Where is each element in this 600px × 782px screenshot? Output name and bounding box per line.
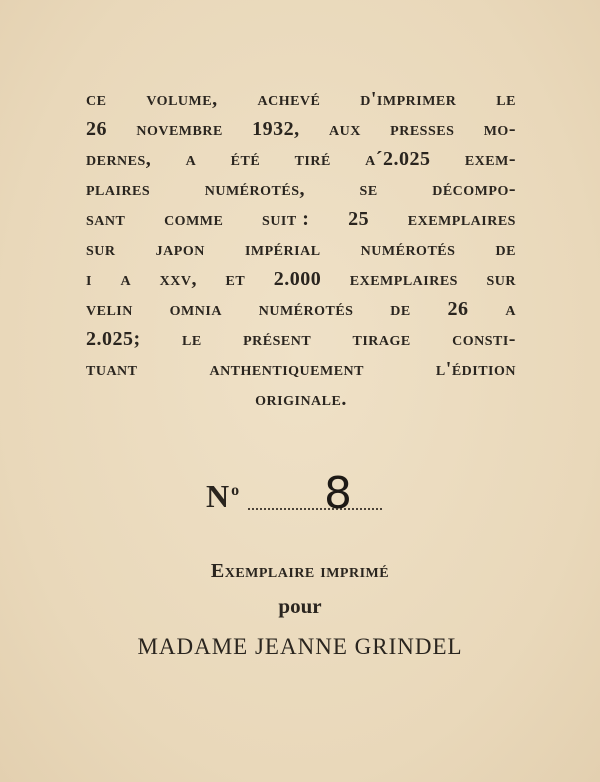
colophon-word: 26: [447, 298, 469, 320]
colophon-word: tuant: [86, 358, 138, 380]
colophon-line: [86, 264, 516, 294]
colophon-word: omnia: [169, 298, 222, 320]
colophon-line: [86, 354, 516, 384]
colophon-word: originale.: [255, 388, 347, 410]
colophon-word: 25: [348, 208, 370, 230]
colophon-word: numérotés,: [204, 178, 305, 200]
colophon-line: [86, 174, 516, 204]
colophon-word: velin: [86, 298, 133, 320]
colophon-word: se: [359, 178, 378, 200]
colophon-word: plaires: [86, 178, 151, 200]
colophon-word: mo-: [483, 118, 516, 140]
colophon-word: impérial: [244, 238, 321, 260]
colophon-word: tirage: [352, 328, 411, 350]
colophon-word: comme: [164, 208, 224, 230]
colophon-line: [86, 384, 516, 414]
colophon-word: été: [230, 148, 261, 170]
number-label: [206, 478, 239, 515]
colophon-word: le: [182, 328, 202, 350]
colophon-word: 1932,: [252, 118, 300, 140]
colophon-word: a: [120, 268, 132, 290]
colophon-line: [86, 324, 516, 354]
colophon-word: tiré: [294, 148, 331, 170]
colophon-word: le: [496, 88, 516, 110]
number-label-sup: o: [231, 482, 240, 499]
colophon-word: numérotés: [258, 298, 354, 320]
colophon-word: présent: [243, 328, 312, 350]
printed-for-label: Exemplaire imprimé: [210, 560, 390, 582]
colophon-word: de: [495, 238, 516, 260]
colophon-word: presses: [390, 118, 455, 140]
colophon-word: a: [505, 298, 516, 320]
colophon-word: ce: [86, 88, 107, 110]
colophon-word: et: [225, 268, 246, 290]
colophon-line: [86, 114, 516, 144]
colophon-word: l'édition: [435, 358, 516, 380]
colophon-word: anthentiquement: [209, 358, 364, 380]
colophon-line: [86, 294, 516, 324]
dotted-leader: [248, 508, 382, 510]
colophon-word: exemplaires: [407, 208, 516, 230]
colophon-word: sant: [86, 208, 126, 230]
colophon-word: sur: [86, 238, 116, 260]
colophon-word: sur: [486, 268, 516, 290]
colophon-line: [86, 144, 516, 174]
colophon-word: 26: [86, 118, 107, 140]
copy-number: [206, 468, 386, 522]
colophon-word: achevé: [257, 88, 321, 110]
colophon-line: [86, 84, 516, 114]
recipient-name: MADAME JEANNE GRINDEL: [137, 634, 463, 659]
colophon-word: 2.025;: [86, 328, 141, 350]
colophon-line: [86, 234, 516, 264]
colophon-word: suit :: [262, 208, 310, 230]
colophon-word: dernes,: [86, 148, 152, 170]
colophon-word: japon: [155, 238, 205, 260]
colophon-word: 2.000: [273, 268, 322, 290]
colophon-word: novembre: [136, 118, 223, 140]
colophon-word: numérotés: [360, 238, 456, 260]
colophon-word: de: [390, 298, 411, 320]
handwritten-number: 8: [324, 468, 352, 519]
colophon-word: d'imprimer: [360, 88, 457, 110]
colophon-word: exem-: [464, 148, 516, 170]
number-label-n: N: [206, 478, 230, 514]
colophon-word: a: [185, 148, 197, 170]
pour-label: pour: [278, 594, 322, 618]
colophon-word: consti-: [452, 328, 516, 350]
colophon-word: exemplaires: [349, 268, 458, 290]
colophon-text: [86, 84, 516, 414]
colophon-word: a´2.025: [365, 148, 431, 170]
colophon-word: décompo-: [432, 178, 516, 200]
colophon-word: volume,: [146, 88, 218, 110]
colophon-word: aux: [328, 118, 361, 140]
colophon-word: xxv,: [159, 268, 197, 290]
colophon-line: [86, 204, 516, 234]
colophon-word: i: [86, 268, 92, 290]
